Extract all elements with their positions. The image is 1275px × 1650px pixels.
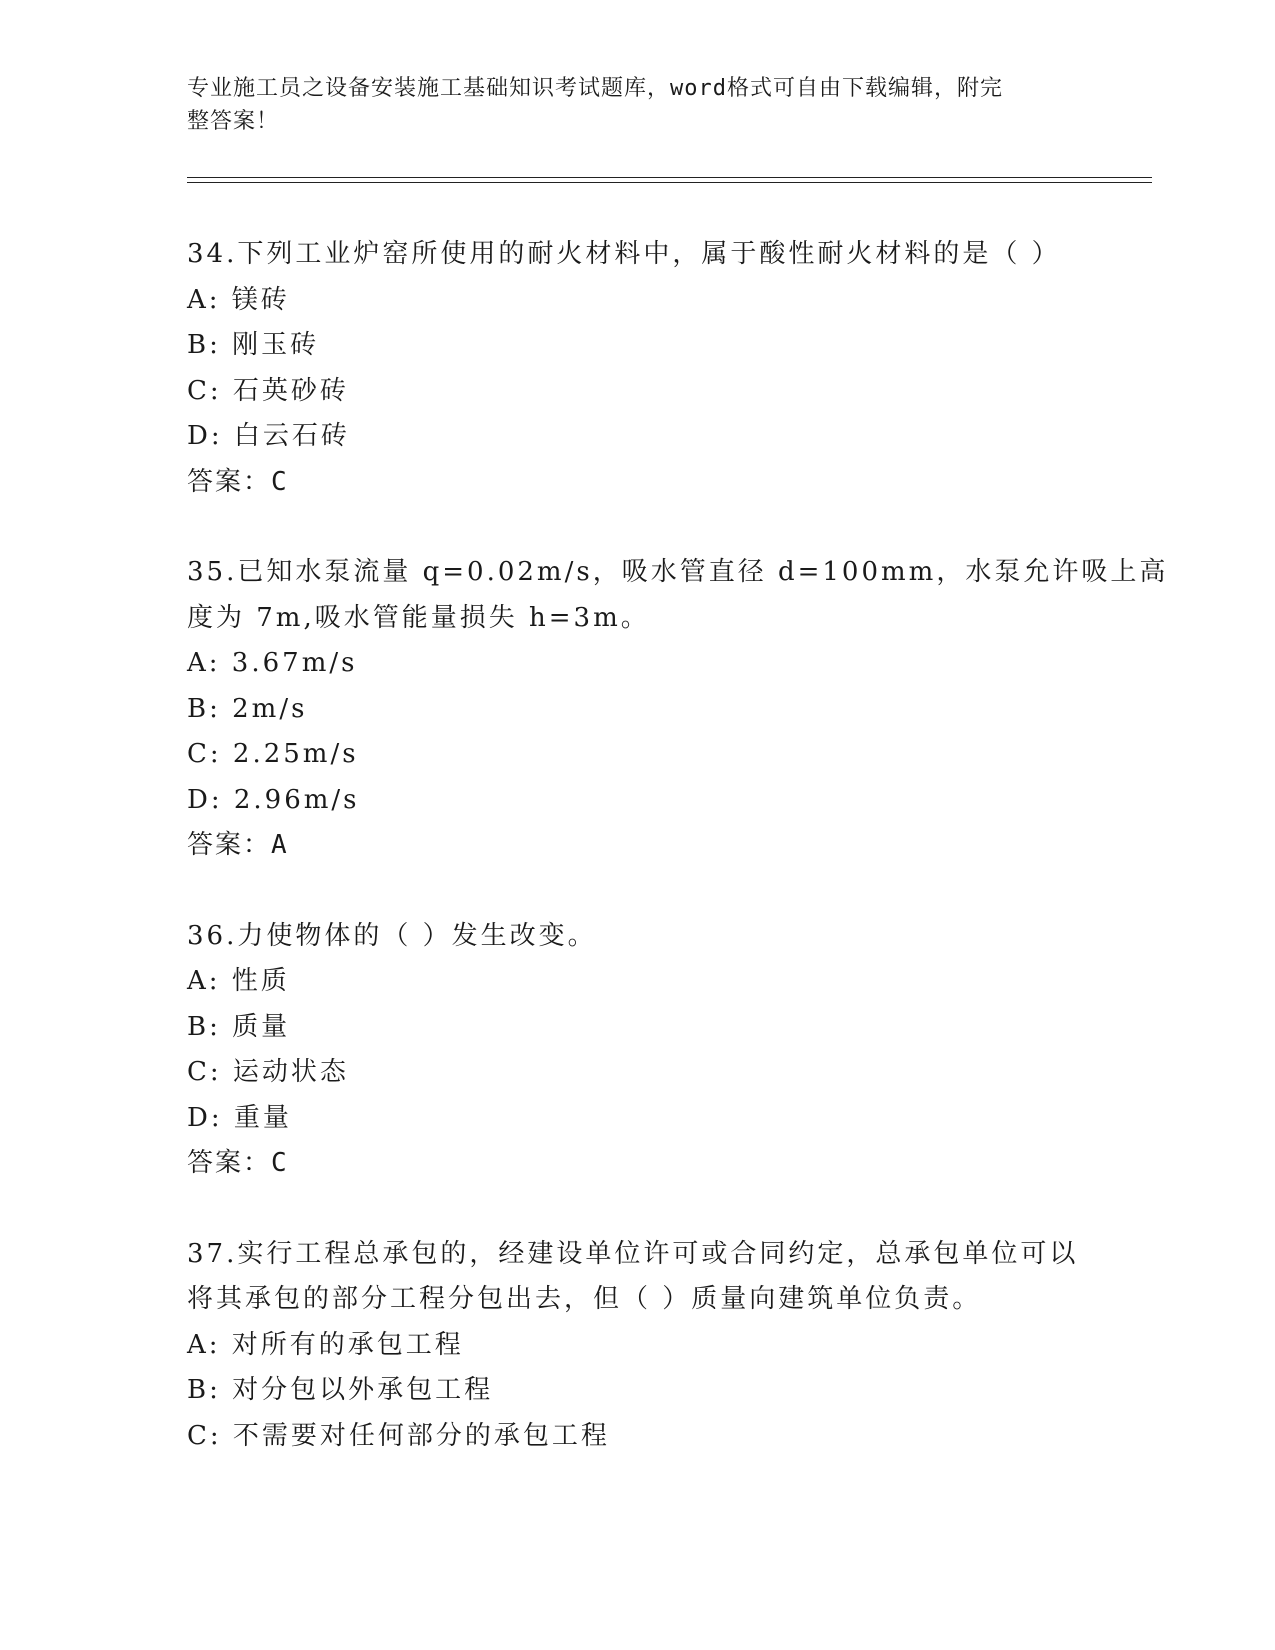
answer-option: C: 石英砂砖	[187, 375, 349, 406]
answer-option: D: 白云石砖	[187, 421, 350, 451]
document-header	[187, 72, 1067, 138]
answer-key: 答案：C	[187, 1148, 289, 1178]
answer-option: B: 2m/s	[187, 693, 308, 724]
question-stem: 36.力使物体的（ ）发生改变。	[187, 920, 597, 951]
answer-option: A: 3.67m/s	[187, 648, 358, 678]
answer-option: B: 质量	[187, 1011, 291, 1042]
answer-option: B: 对分包以外承包工程	[187, 1375, 494, 1405]
header-divider-bottom	[187, 182, 1152, 183]
question-block	[187, 914, 1087, 1187]
question-stem: 度为 7m,吸水管能量损失 h=3m。	[187, 602, 650, 633]
header-line-2: 整答案！	[187, 109, 280, 134]
answer-option: C: 2.25m/s	[187, 739, 359, 769]
question-stem: 34.下列工业炉窑所使用的耐火材料中，属于酸性耐火材料的是（ ）	[187, 239, 1061, 269]
answer-option: A: 镁砖	[187, 284, 290, 315]
answer-key: 答案：C	[187, 466, 289, 497]
header-line-1: 专业施工员之设备安装施工基础知识考试题库，word格式可自由下载编辑，附完	[187, 76, 1003, 101]
question-block	[187, 550, 1169, 869]
answer-option: D: 2.96m/s	[187, 784, 360, 815]
answer-option: D: 重量	[187, 1102, 292, 1133]
question-stem: 37.实行工程总承包的，经建设单位许可或合同约定，总承包单位可以	[187, 1238, 1079, 1269]
question-stem: 35.已知水泵流量 q=0.02m/s，吸水管直径 d=100mm，水泵允许吸上高	[187, 557, 1169, 587]
answer-option: B: 刚玉砖	[187, 330, 320, 360]
question-stem: 将其承包的部分工程分包出去，但（ ）质量向建筑单位负责。	[187, 1284, 982, 1314]
answer-option: A: 性质	[187, 966, 290, 996]
answer-option: C: 不需要对任何部分的承包工程	[187, 1420, 610, 1451]
header-divider-top	[187, 177, 1152, 178]
answer-key: 答案：A	[187, 830, 289, 860]
answer-option: A: 对所有的承包工程	[187, 1329, 464, 1360]
answer-option: C: 运动状态	[187, 1057, 349, 1087]
question-block	[187, 232, 1087, 505]
question-block	[187, 1232, 1087, 1460]
question-list	[187, 232, 1169, 1504]
